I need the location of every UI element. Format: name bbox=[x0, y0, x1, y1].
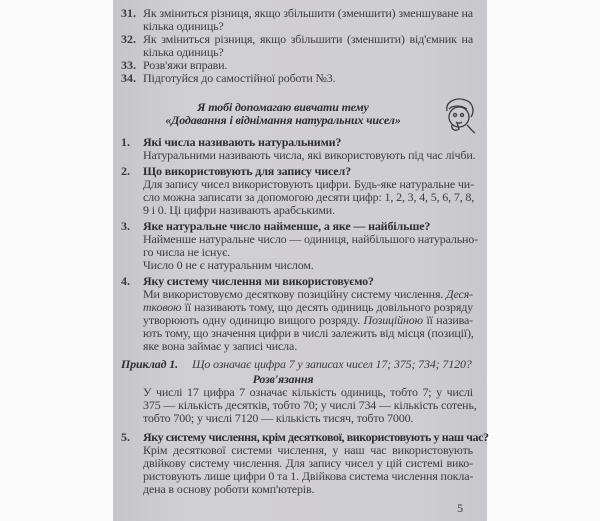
example-label: Приклад 1. bbox=[121, 357, 178, 371]
item-answer: Число 0 не є натуральним числом. bbox=[143, 258, 314, 272]
answer-text: утворюють одну одиницю вищого розряду. bbox=[143, 313, 360, 327]
solution-text: 375 — кількість десятків, тобто 70; у числі 734 — кількість сотень, bbox=[143, 398, 477, 412]
section-heading bbox=[113, 101, 487, 127]
item-1 bbox=[113, 135, 476, 162]
thinking-boy-icon bbox=[439, 95, 479, 135]
item-answer: Крім десяткової системи числення, у наш час використовують bbox=[143, 443, 473, 457]
item-answer: Найменше натуральне число — одиниця, найбільшого натурально- bbox=[143, 232, 478, 246]
item-answer: двійкову систему числення. Для запису чисел у цій системі вико- bbox=[143, 456, 473, 470]
question-32 bbox=[113, 33, 473, 59]
question-31 bbox=[113, 7, 473, 33]
item-question: Які числа називають натуральними? bbox=[143, 135, 342, 149]
question-text: Підготуйся до самостійної роботи №3. bbox=[143, 71, 336, 85]
item-answer: дена в основу роботи комп'ютерів. bbox=[143, 482, 315, 496]
question-text: Як зміниться різниця, якщо збільшити (зменшити) зменшуване на bbox=[143, 6, 473, 20]
item-number: 2. bbox=[121, 164, 130, 178]
question-text: кілька одиниць? bbox=[143, 19, 224, 33]
item-question: Яку систему числення ми використовуємо? bbox=[143, 274, 374, 288]
question-number: 31. bbox=[121, 6, 136, 20]
item-question: Яке натуральне число найменше, а яке — найбільше? bbox=[143, 219, 431, 233]
item-4 bbox=[113, 275, 473, 353]
item-number: 4. bbox=[121, 274, 130, 288]
item-5 bbox=[113, 430, 489, 496]
book-page bbox=[113, 0, 487, 521]
item-2 bbox=[113, 165, 473, 217]
item-answer: яке вона займає у записі числа. bbox=[143, 339, 298, 353]
item-answer: 9 і 0. Ці цифри називають арабськими. bbox=[143, 203, 335, 217]
answer-italic: тковою bbox=[143, 300, 182, 314]
item-number: 3. bbox=[121, 219, 130, 233]
item-number: 1. bbox=[121, 135, 130, 149]
section-heading-line1: Я тобі допомагаю вивчати тему bbox=[197, 100, 369, 114]
item-answer: сло можна записати за допомогою десяти цифр: 1, 2, 3, 4, 5, 6, 7, 8, bbox=[143, 190, 475, 204]
answer-text: її назива- bbox=[426, 313, 473, 327]
solution-text: У числі 17 цифра 7 означає кількість одиниць, тобто 7; у числі bbox=[143, 385, 473, 399]
question-text: кілька одиниць? bbox=[143, 45, 224, 59]
item-number: 5. bbox=[121, 430, 130, 444]
section-heading-line2: «Додавання і віднімання натуральних чисел» bbox=[165, 113, 401, 127]
item-answer: ристовують лише цифри 0 та 1. Двійкова система числення покла- bbox=[143, 469, 474, 483]
item-answer: Для запису чисел використовують цифри. Будь-яке натуральне чи- bbox=[143, 177, 474, 191]
question-text: Розв'яжи вправи. bbox=[143, 58, 228, 72]
question-number: 33. bbox=[121, 58, 136, 72]
question-number: 34. bbox=[121, 71, 136, 85]
answer-italic: Деся- bbox=[446, 287, 473, 301]
page-number: 5 bbox=[457, 501, 463, 515]
solution bbox=[113, 385, 477, 425]
answer-text: її називають тому, що десять одиниць довільного розряду bbox=[184, 300, 473, 314]
solution-title: Розв'язання bbox=[252, 372, 314, 386]
answer-text: Ми використовуємо десяткову позиційну систему числення. bbox=[143, 287, 444, 301]
item-question: Що використовують для запису чисел? bbox=[143, 164, 351, 178]
item-answer: ють тому, що значення цифри в числі залежить від місця (позиції), bbox=[143, 326, 474, 340]
item-answer: го числа не існує. bbox=[143, 245, 231, 259]
example-question: Що означає цифра 7 у записах чисел 17; 375; 734; 7120? bbox=[191, 357, 472, 371]
item-question: Яку систему числення, крім десяткової, використовують у наш час? bbox=[143, 430, 489, 444]
example-header bbox=[113, 358, 487, 371]
question-text: Як зміниться різниця, якщо збільшити (зменшити) від'ємник на bbox=[143, 32, 473, 46]
question-number: 32. bbox=[121, 32, 136, 46]
solution-text: тобто 700; у числі 7120 — кількість тисяч, тобто 7000. bbox=[143, 411, 414, 425]
item-3 bbox=[113, 219, 478, 272]
question-34 bbox=[113, 72, 473, 85]
answer-italic: Позиційною bbox=[363, 313, 423, 327]
item-answer: Натуральними називають числа, які використовують під час лічби. bbox=[143, 148, 476, 162]
